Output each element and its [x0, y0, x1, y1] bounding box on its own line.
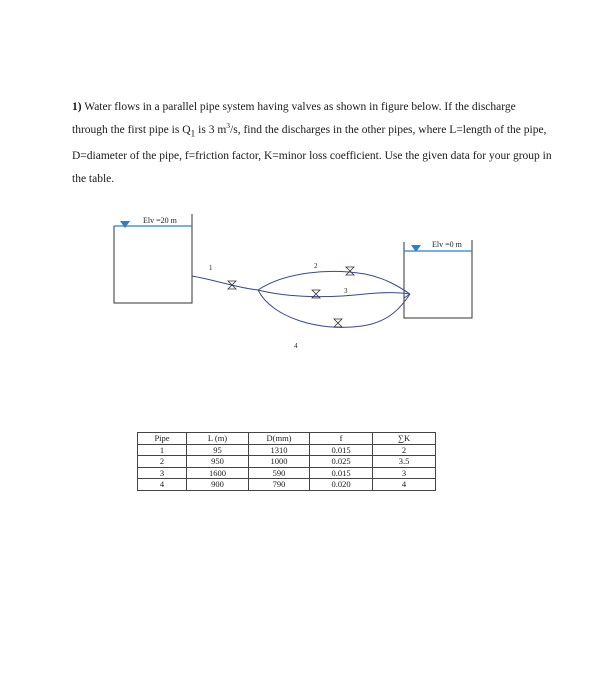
cell-pipe: 2 — [138, 456, 187, 468]
cell-diameter: 1310 — [249, 444, 310, 456]
problem-statement: 1) Water flows in a parallel pipe system having valves as shown in figure below. If the discharge through the first pipe is $Q_1$ is 3 $m^3/s$, find the discharges in the other pipes, where L=length of the pipe, D=diameter of the pipe, f=friction factor, K=minor loss coefficient. Use the given data for your group in the table. — [72, 101, 552, 185]
cell-length: 1600 — [187, 467, 249, 479]
left-water-level-icon — [120, 221, 130, 228]
cell-minor-loss: 4 — [373, 479, 436, 491]
right-reservoir — [404, 240, 472, 318]
pipe-label-2: 2 — [314, 262, 318, 270]
valve-pipe-4-icon — [334, 319, 342, 327]
cell-diameter: 790 — [249, 479, 310, 491]
cell-friction: 0.015 — [310, 444, 373, 456]
cell-length: 95 — [187, 444, 249, 456]
cell-minor-loss: 3 — [373, 467, 436, 479]
table-row — [138, 467, 436, 479]
col-header-minor-loss: ∑K — [373, 433, 436, 445]
right-reservoir-label: Elv =0 m — [432, 240, 462, 249]
left-reservoir-label: Elv =20 m — [143, 216, 177, 225]
col-header-length: L (m) — [187, 433, 249, 445]
cell-diameter: 1000 — [249, 456, 310, 468]
valve-pipe-1-icon — [228, 281, 236, 289]
pipe-1 — [192, 276, 258, 290]
pipe-data-table — [137, 432, 436, 491]
col-header-friction: f — [310, 433, 373, 445]
valve-pipe-2-icon — [346, 267, 354, 275]
pipe-4 — [258, 290, 410, 327]
table-header-row — [138, 433, 436, 445]
col-header-diameter: D(mm) — [249, 433, 310, 445]
pipe-label-4: 4 — [294, 342, 298, 350]
cell-length: 900 — [187, 479, 249, 491]
cell-minor-loss: 2 — [373, 444, 436, 456]
cell-pipe: 1 — [138, 444, 187, 456]
pipe-2 — [258, 271, 410, 294]
cell-diameter: 590 — [249, 467, 310, 479]
cell-friction: 0.015 — [310, 467, 373, 479]
cell-pipe: 4 — [138, 479, 187, 491]
left-reservoir — [114, 214, 192, 303]
cell-friction: 0.020 — [310, 479, 373, 491]
cell-friction: 0.025 — [310, 456, 373, 468]
table-row — [138, 479, 436, 491]
pipe-label-1: 1 — [209, 264, 213, 272]
cell-length: 950 — [187, 456, 249, 468]
problem-number: 1) — [72, 101, 82, 113]
pipe-3 — [258, 290, 410, 297]
cell-minor-loss: 3.5 — [373, 456, 436, 468]
pipe-network — [192, 271, 410, 327]
col-header-pipe: Pipe — [138, 433, 187, 445]
table-row — [138, 444, 436, 456]
table-row — [138, 456, 436, 468]
cell-pipe: 3 — [138, 467, 187, 479]
pipe-label-3: 3 — [344, 287, 348, 295]
